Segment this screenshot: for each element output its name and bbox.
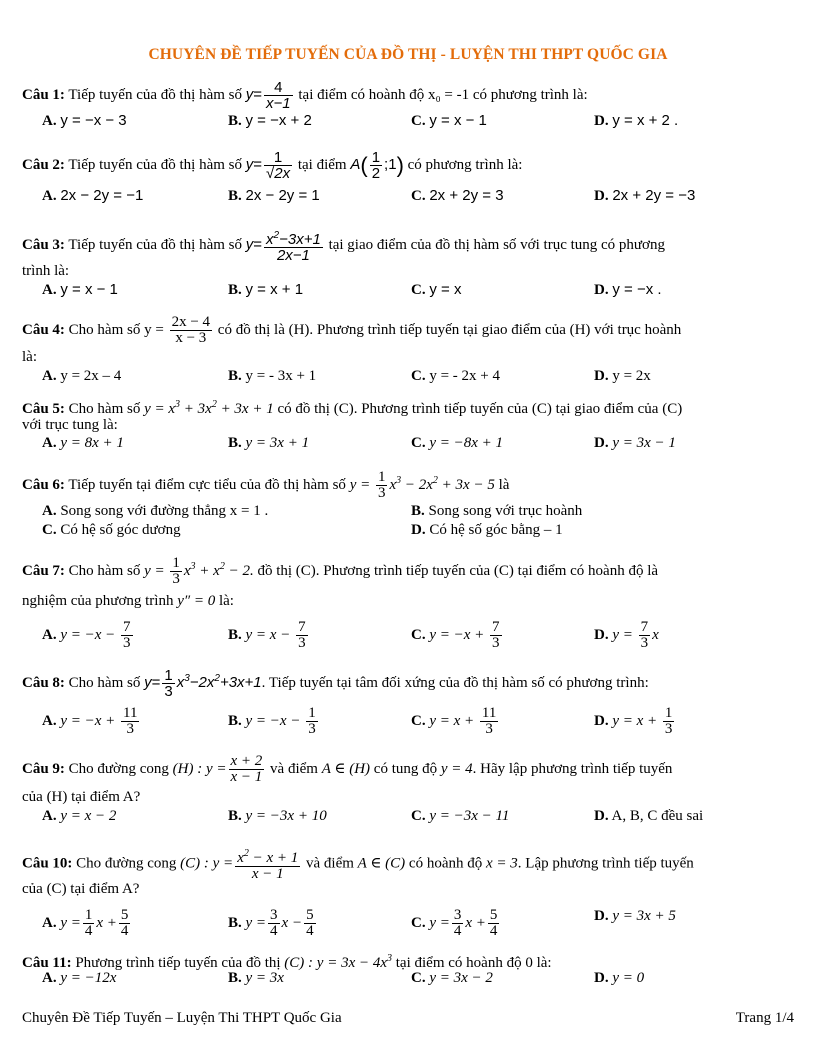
question-5: Câu 5: Cho hàm số $y = x^3 + 3x^2 + 3x + 1$ có đồ thị (C). Phương trình tiếp tuyến của (C) tại giao điểm của (C) — [22, 399, 683, 417]
option-a[interactable]: A. Song song với đường thẳng x = 1 . — [42, 503, 269, 519]
page-footer — [22, 1010, 794, 1027]
option-c[interactable]: C. y = x — [411, 281, 462, 298]
question-11: Câu 11: Phương trình tiếp tuyến của đồ thị (C) : $y = 3x - 4x^3$ tại điểm có hoành độ 0 là: — [22, 953, 552, 971]
option-d[interactable]: D. y = x + $\frac{1}{3}$ — [594, 705, 673, 737]
options-8 — [42, 705, 794, 737]
option-d[interactable]: D. y = 0 — [594, 970, 645, 986]
option-d[interactable]: D. y = −x . — [594, 281, 662, 298]
question-3: Câu 3: Tiếp tuyến của đồ thị hàm số y= $\frac{x^2-3x+1}{2x-1}$ tại giao điểm của đồ thị hàm số với trục tung có phương — [22, 230, 665, 264]
question-4: Câu 4: Cho hàm số y = $\frac{2x - 4}{x - 3}$ có đồ thị là (H). Phương trình tiếp tuyến tại giao điểm của (H) với trục hoành — [22, 314, 682, 346]
option-b[interactable]: B. Song song với trục hoành — [411, 503, 583, 519]
option-d[interactable]: D. 2x + 2y = −3 — [594, 187, 696, 204]
question-10: Câu 10: Cho đường cong (C) : y = $\frac{x^2 - x + 1}{x - 1}$ và điểm A ∈ (C) có hoành độ x = 3. Lập phương trình tiếp tuyến — [22, 848, 694, 882]
question-3-line2: trình là: — [22, 263, 70, 279]
footer-title: Chuyên Đề Tiếp Tuyến – Luyện Thi THPT Quốc Gia — [22, 1010, 342, 1026]
page-number: Trang 1/4 — [735, 1010, 794, 1026]
options-11 — [42, 970, 794, 992]
question-4-line2: là: — [22, 349, 37, 365]
question-6: Câu 6: Tiếp tuyến tại điểm cực tiểu của đồ thị hàm số y = $\frac{1}{3}$ $x^3 - 2x^2 + 3x - 5$ là — [22, 469, 510, 502]
option-b[interactable]: B. y = x − $\frac{7}{3}$ — [228, 619, 306, 651]
question-5-line2: với trục tung là: — [22, 417, 118, 433]
options-2 — [42, 187, 794, 209]
option-c[interactable]: C. y = $\frac{3}{4}$ x + $\frac{5}{4}$ — [411, 907, 498, 939]
option-c[interactable]: C. 2x + 2y = 3 — [411, 187, 504, 204]
option-b[interactable]: B. y = −x − $\frac{1}{3}$ — [228, 705, 316, 737]
options-1 — [42, 112, 794, 134]
option-b[interactable]: B. 2x − 2y = 1 — [228, 187, 320, 204]
question-10-line2: của (C) tại điểm A? — [22, 881, 140, 897]
option-b[interactable]: B. y = −x + 2 — [228, 112, 312, 129]
options-3 — [42, 281, 794, 303]
options-5 — [42, 435, 794, 457]
option-c[interactable]: C. y = x + $\frac{11}{3}$ — [411, 705, 497, 737]
option-a[interactable]: A. y = −x − $\frac{7}{3}$ — [42, 619, 131, 651]
option-c[interactable]: C. y = −8x + 1 — [411, 435, 504, 451]
option-c[interactable]: C. Có hệ số góc dương — [42, 522, 181, 538]
option-d[interactable]: D. y = 3x − 1 — [594, 435, 676, 451]
options-9 — [42, 808, 794, 830]
option-b[interactable]: B. y = x + 1 — [228, 281, 304, 298]
option-a[interactable]: A. 2x − 2y = −1 — [42, 187, 144, 204]
option-b[interactable]: B. y = 3x — [228, 970, 284, 986]
option-d[interactable]: D. y = x + 2 . — [594, 112, 679, 129]
option-a[interactable]: A. y = −x − 3 — [42, 112, 127, 129]
option-a[interactable]: A. y = 2x – 4 — [42, 368, 122, 384]
options-6b — [22, 522, 774, 544]
option-a[interactable]: A. y = $\frac{1}{4}$ x + $\frac{5}{4}$ — [42, 907, 129, 939]
option-c[interactable]: C. y = x − 1 — [411, 112, 487, 129]
option-a[interactable]: A. y = −12x — [42, 970, 117, 986]
option-c[interactable]: C. y = - 2x + 4 — [411, 368, 501, 384]
option-b[interactable]: B. y = 3x + 1 — [228, 435, 310, 451]
option-d[interactable]: D. Có hệ số góc bằng – 1 — [411, 522, 563, 538]
question-9-line2: của (H) tại điểm A? — [22, 789, 141, 805]
page-title: CHUYÊN ĐỀ TIẾP TUYẾN CỦA ĐỒ THỊ - LUYỆN THI THPT QUỐC GIA — [148, 46, 668, 63]
options-7 — [42, 619, 794, 651]
question-2: Câu 2: Tiếp tuyến của đồ thị hàm số y= $\frac{1}{√2x}$ tại điểm A( $\frac{1}{2}$ ;1) có phương trình là: — [22, 149, 523, 182]
option-c[interactable]: C. y = −3x − 11 — [411, 808, 510, 824]
options-10 — [42, 907, 794, 939]
option-c[interactable]: C. y = −x + $\frac{7}{3}$ — [411, 619, 500, 651]
option-a[interactable]: A. y = x − 2 — [42, 808, 117, 824]
question-7-line2: nghiệm của phương trình y″ = 0 là: — [22, 593, 234, 609]
question-1: Câu 1: Tiếp tuyến của đồ thị hàm số y= $\frac{4}{x-1}$ tại điểm có hoành độ x₀ = -1 có phương trình là: — [22, 79, 588, 112]
question-7: Câu 7: Cho hàm số y = $\frac{1}{3}$ $x^3 + x^2 - 2$. đồ thị (C). Phương trình tiếp tuyến của (C) tại điểm có hoành độ là — [22, 555, 659, 588]
options-4 — [42, 368, 794, 390]
option-b[interactable]: B. y = $\frac{3}{4}$ x − $\frac{5}{4}$ — [228, 907, 314, 939]
question-8: Câu 8: Cho hàm số y= $\frac{1}{3}$ $x^3-2x^2+3x+1$. Tiếp tuyến tại tâm đối xứng của đồ thị hàm số có phương trình: — [22, 667, 649, 701]
option-d[interactable]: D. y = $\frac{7}{3}$ x — [594, 619, 659, 651]
option-d[interactable]: D. A, B, C đều sai — [594, 808, 704, 824]
option-a[interactable]: A. y = −x + $\frac{11}{3}$ — [42, 705, 138, 737]
option-b[interactable]: B. y = - 3x + 1 — [228, 368, 317, 384]
question-9: Câu 9: Cho đường cong (H) : y = $\frac{x + 2}{x - 1}$ và điểm A ∈ (H) có tung độ y = 4. Hãy lập phương trình tiếp tuyến — [22, 753, 673, 785]
option-a[interactable]: A. y = 8x + 1 — [42, 435, 124, 451]
option-b[interactable]: B. y = −3x + 10 — [228, 808, 327, 824]
option-c[interactable]: C. y = 3x − 2 — [411, 970, 493, 986]
option-d[interactable]: D. y = 3x + 5 — [594, 908, 676, 924]
option-a[interactable]: A. y = x − 1 — [42, 281, 118, 298]
option-d[interactable]: D. y = 2x — [594, 368, 651, 384]
